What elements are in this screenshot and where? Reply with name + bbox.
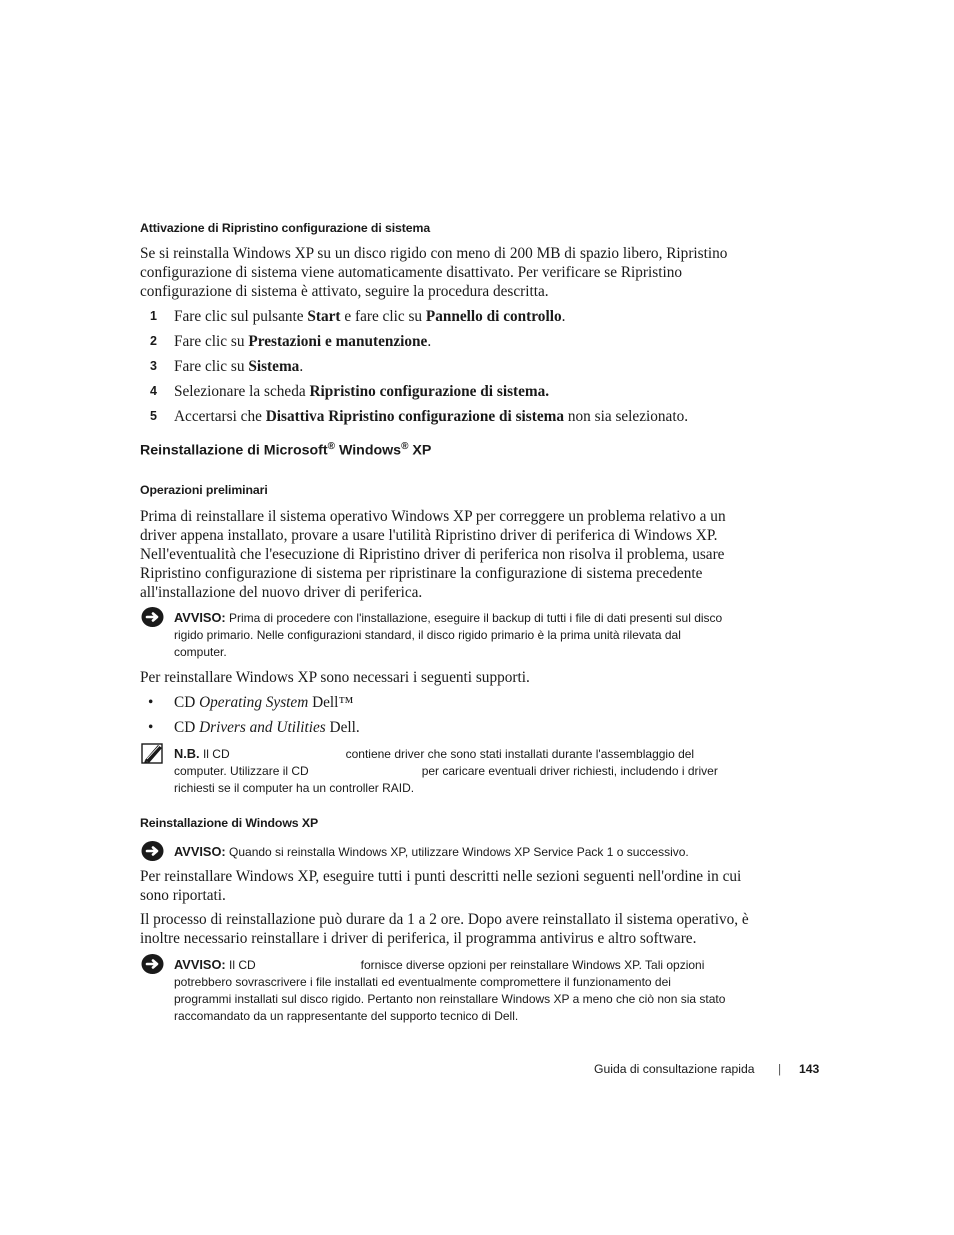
subheading-reinstall-xp: Reinstallazione di Windows XP bbox=[140, 816, 319, 830]
notice-service-pack bbox=[174, 843, 764, 861]
notice-label: AVVISO: bbox=[174, 610, 226, 625]
step-5 bbox=[140, 407, 760, 427]
step-text: . bbox=[561, 308, 566, 325]
para-line: sono riportati. bbox=[140, 887, 226, 904]
intro-line: Se si reinstalla Windows XP su un disco rigido con meno di 200 MB di spazio libero, Ripristino bbox=[140, 245, 728, 262]
notice-icon bbox=[141, 840, 165, 862]
intro-line: configurazione di sistema viene automaticamente disattivato. Per verificare se Ripristino bbox=[140, 264, 683, 281]
step-2 bbox=[140, 332, 760, 352]
step-number: 5 bbox=[150, 409, 157, 423]
notice-backup bbox=[174, 609, 764, 661]
note-text: contiene driver che sono stati installati durante l'assemblaggio del bbox=[345, 747, 695, 761]
step-text: Fare clic su bbox=[174, 358, 249, 375]
step-text: Accertarsi che bbox=[174, 408, 266, 425]
notice-label: AVVISO: bbox=[174, 957, 226, 972]
step-number: 1 bbox=[150, 309, 157, 323]
note-text: per caricare eventuali driver richiesti, includendo i driver bbox=[421, 764, 718, 778]
notice-line: fornisce diverse opzioni per reinstallare Windows XP. Tali opzioni bbox=[360, 958, 705, 972]
supports-intro: Per reinstallare Windows XP sono necessari i seguenti supporti. bbox=[140, 669, 530, 686]
heading-text: Windows bbox=[335, 442, 402, 459]
section-heading-reinstall-windows bbox=[140, 441, 431, 459]
note-text: computer. Utilizzare il CD bbox=[174, 764, 309, 778]
step-text: e fare clic su bbox=[340, 308, 426, 325]
notice-line: Quando si reinstalla Windows XP, utilizzare Windows XP Service Pack 1 o successivo. bbox=[225, 845, 689, 859]
heading-text: XP bbox=[408, 442, 432, 459]
step-bold-system: Sistema bbox=[248, 358, 300, 375]
subheading-preliminary: Operazioni preliminari bbox=[140, 483, 268, 497]
para-line: Il processo di reinstallazione può durare da 1 a 2 ore. Dopo avere reinstallato il sistema operativo, è bbox=[140, 911, 749, 928]
step-number: 4 bbox=[150, 384, 157, 398]
step-3 bbox=[140, 357, 760, 377]
para-line: Per reinstallare Windows XP, eseguire tutti i punti descritti nelle sezioni seguenti nell'ordine in cui bbox=[140, 868, 742, 885]
step-text: . bbox=[299, 358, 304, 375]
pencil-note-icon bbox=[141, 742, 165, 764]
notice-icon bbox=[141, 953, 165, 975]
notice-label: AVVISO: bbox=[174, 844, 226, 859]
bullet-italic: Operating System bbox=[199, 694, 309, 711]
step-bold-restore-tab: Ripristino configurazione di sistema. bbox=[309, 383, 550, 400]
bullet-drivers-cd bbox=[140, 718, 760, 738]
notice-reinstall-options bbox=[174, 956, 764, 1025]
note-drivers-cd bbox=[174, 745, 764, 797]
step-1 bbox=[140, 307, 760, 327]
step-bold-performance: Prestazioni e manutenzione bbox=[248, 333, 428, 350]
para-line: driver appena installato, provare a usare l'utilità Ripristino driver di periferica di Windows XP. bbox=[140, 527, 718, 544]
section-heading-system-restore: Attivazione di Ripristino configurazione di sistema bbox=[140, 221, 431, 235]
footer-separator: | bbox=[778, 1062, 782, 1076]
para-line: Ripristino configurazione di sistema per ripristinare la configurazione di sistema precedente bbox=[140, 565, 703, 582]
notice-line: rigido primario. Nelle configurazioni standard, il disco rigido primario è la prima unità rilevata dal bbox=[174, 628, 681, 642]
footer-guide-title: Guida di consultazione rapida bbox=[594, 1062, 755, 1076]
bullet-text: Dell. bbox=[325, 719, 360, 736]
bullet-text: CD bbox=[174, 719, 200, 736]
bullet-text: Dell™ bbox=[308, 694, 354, 711]
heading-text: Reinstallazione di Microsoft bbox=[140, 442, 328, 459]
reinstall-order-paragraph bbox=[140, 867, 760, 905]
notice-line: Prima di procedere con l'installazione, eseguire il backup di tutti i file di dati presenti sul disco bbox=[225, 611, 723, 625]
registered-mark: ® bbox=[401, 441, 409, 452]
step-4 bbox=[140, 382, 760, 402]
para-line: all'installazione del nuovo driver di periferica. bbox=[140, 584, 423, 601]
step-text: Fare clic su bbox=[174, 333, 249, 350]
para-line: inoltre necessario reinstallare i driver di periferica, il programma antivirus e altro software. bbox=[140, 930, 697, 947]
step-number: 3 bbox=[150, 359, 157, 373]
note-label: N.B. bbox=[174, 746, 200, 761]
note-text: Il CD bbox=[199, 747, 230, 761]
preliminary-paragraph bbox=[140, 507, 760, 602]
notice-line: computer. bbox=[174, 645, 227, 659]
system-restore-intro bbox=[140, 244, 760, 301]
notice-line: programmi installati sul disco rigido. Pertanto non reinstallare Windows XP a meno che ciò non sia stato bbox=[174, 992, 726, 1006]
para-line: Prima di reinstallare il sistema operativo Windows XP per correggere un problema relativo a un bbox=[140, 508, 726, 525]
reinstall-duration-paragraph bbox=[140, 910, 760, 948]
bullet-dot: • bbox=[148, 719, 154, 736]
page-number: 143 bbox=[799, 1062, 820, 1076]
bullet-operating-system-cd bbox=[140, 693, 760, 713]
step-bold-start: Start bbox=[307, 308, 341, 325]
registered-mark: ® bbox=[327, 441, 335, 452]
bullet-italic: Drivers and Utilities bbox=[199, 719, 326, 736]
step-bold-disable-restore: Disattiva Ripristino configurazione di sistema bbox=[265, 408, 565, 425]
bullet-dot: • bbox=[148, 694, 154, 711]
para-line: Nell'eventualità che l'esecuzione di Ripristino driver di periferica non risolva il problema, usare bbox=[140, 546, 725, 563]
step-bold-control-panel: Pannello di controllo bbox=[425, 308, 562, 325]
step-number: 2 bbox=[150, 334, 157, 348]
note-text: richiesti se il computer ha un controller RAID. bbox=[174, 781, 415, 795]
notice-icon bbox=[141, 606, 165, 628]
step-text: non sia selezionato. bbox=[564, 408, 689, 425]
intro-line: configurazione di sistema è attivato, seguire la procedura descritta. bbox=[140, 283, 549, 300]
notice-line: potrebbero sovrascrivere i file installati ed eventualmente compromettere il funzionamento dei bbox=[174, 975, 671, 989]
bullet-text: CD bbox=[174, 694, 200, 711]
step-text: Selezionare la scheda bbox=[174, 383, 310, 400]
step-text: . bbox=[427, 333, 432, 350]
step-text: Fare clic sul pulsante bbox=[174, 308, 308, 325]
notice-line: Il CD bbox=[225, 958, 256, 972]
notice-line: raccomandato da un rappresentante del supporto tecnico di Dell. bbox=[174, 1009, 519, 1023]
